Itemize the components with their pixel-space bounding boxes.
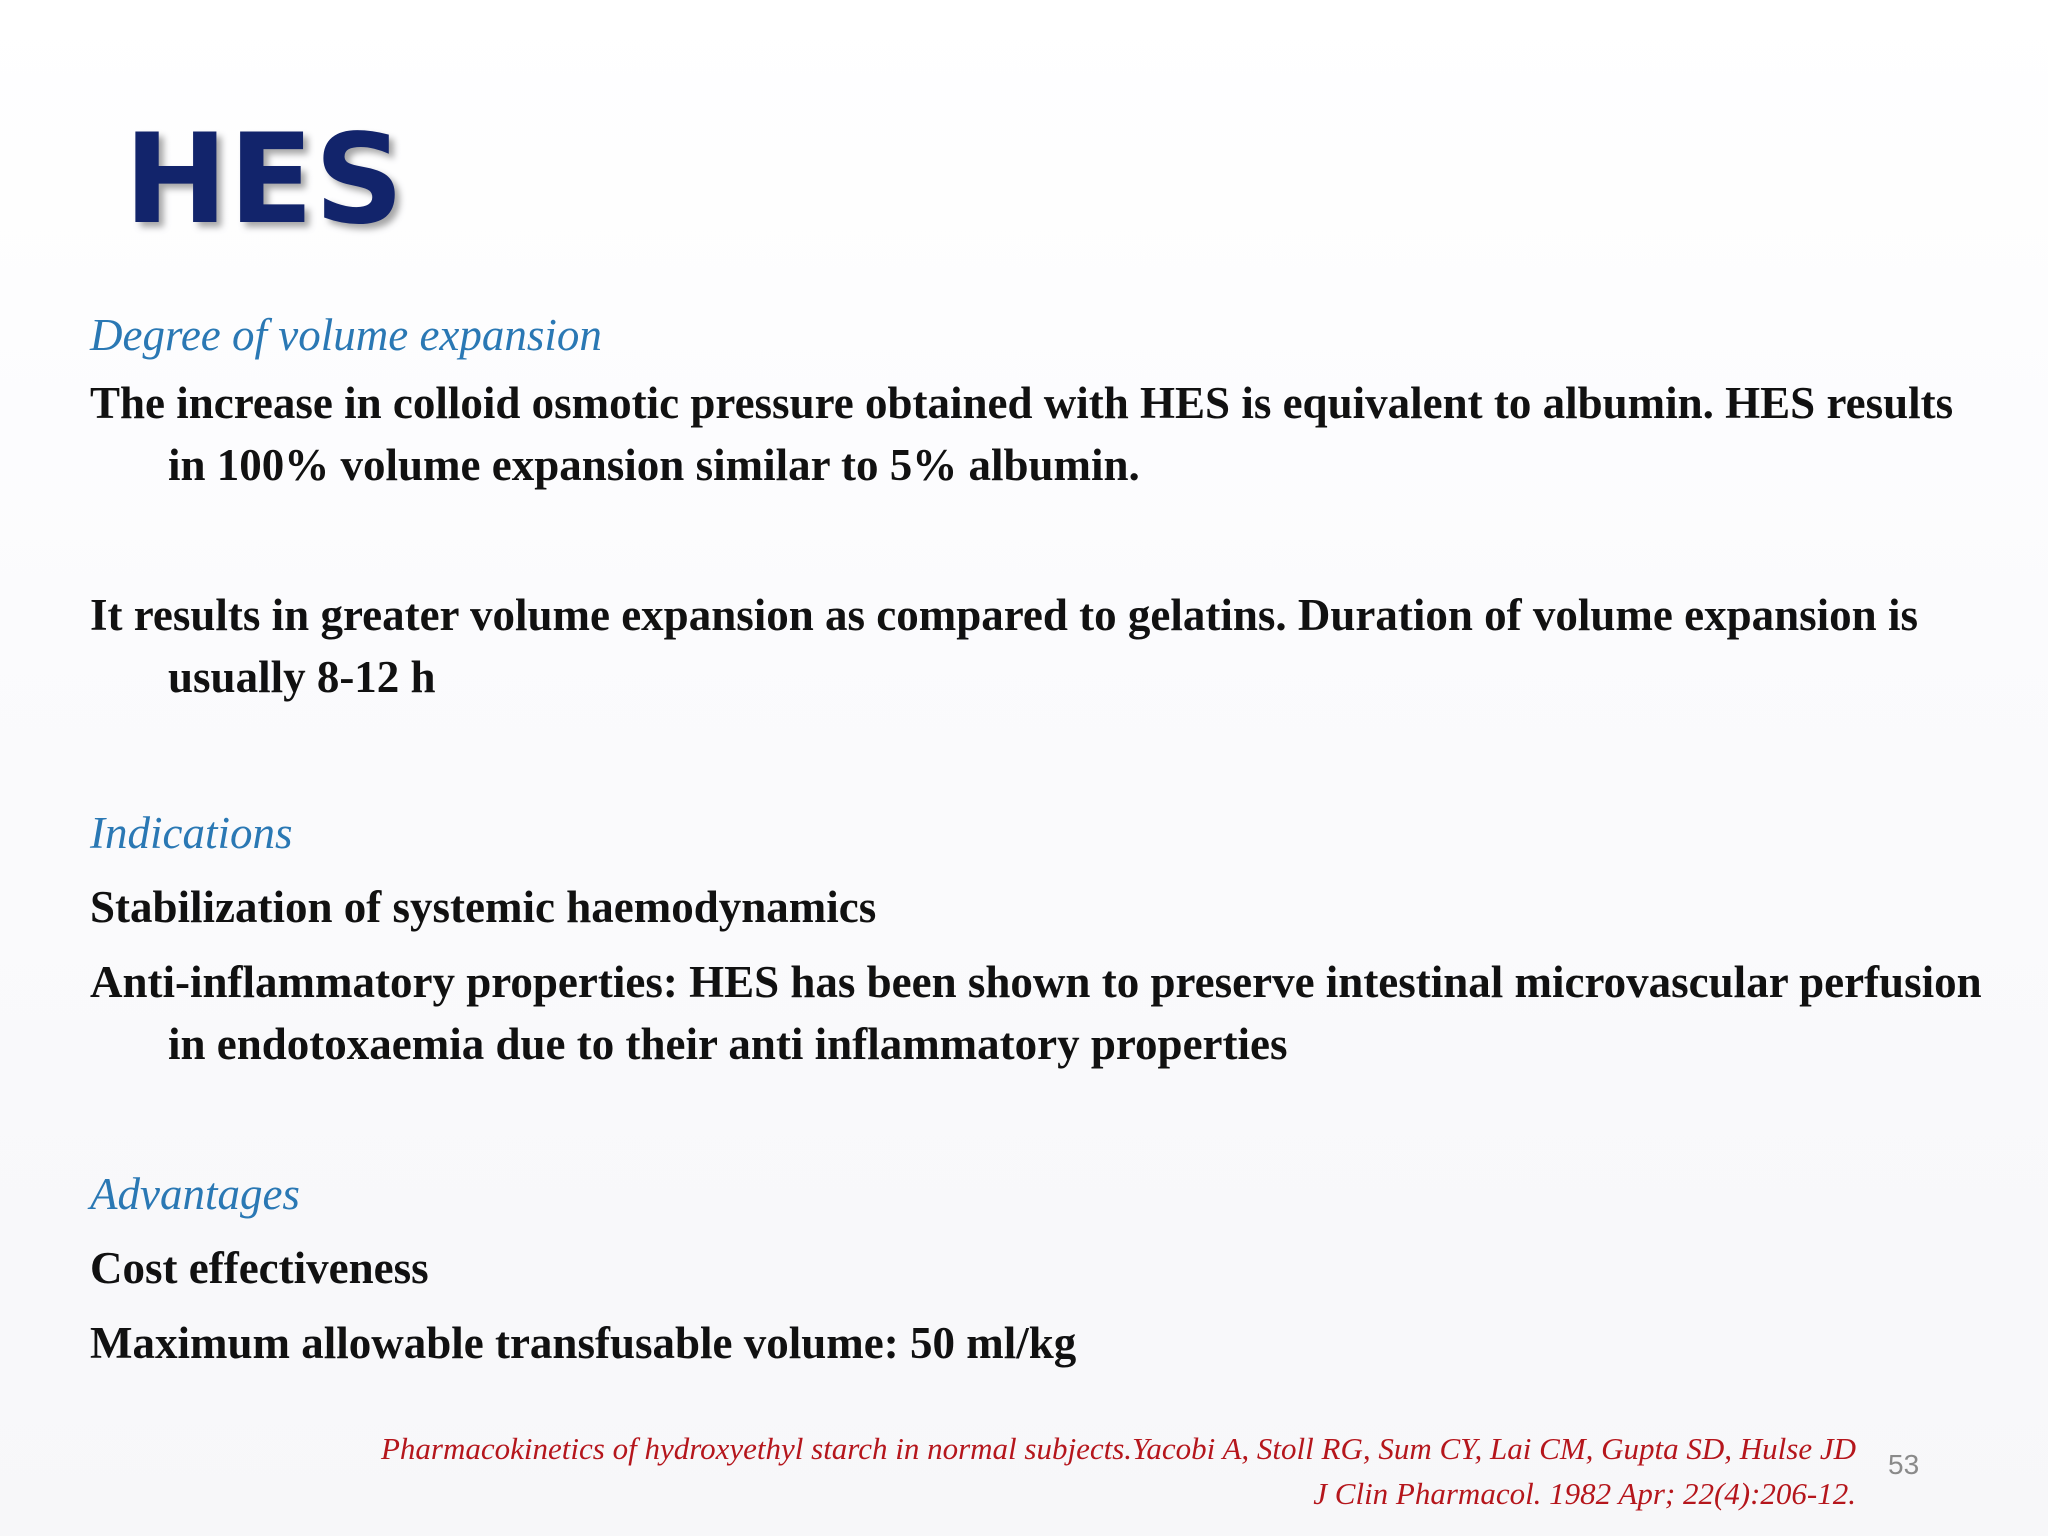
citation-line-2: J Clin Pharmacol. 1982 Apr; 22(4):206-12. [1313,1476,1856,1511]
page-number: 53 [1888,1449,1920,1480]
citation-line-1: Pharmacokinetics of hydroxyethyl starch in normal subjects.Yacobi A, Stoll RG, Sum CY, Lai CM, Gupta SD, Hulse JD [381,1431,1856,1466]
paragraph-colloid-osmotic-pressure: The increase in colloid osmotic pressure obtained with HES is equivalent to albumin. HES results in 100% volume expansion similar to 5% albumin. [90,378,1954,490]
citation [381,1426,1856,1516]
section-heading-advantages: Advantages [90,1169,300,1219]
paragraph-anti-inflammatory: Anti-inflammatory properties: HES has been shown to preserve intestinal microvascular perfusion in endotoxaemia due to their anti inflammatory properties [90,957,1982,1069]
slide-content [90,308,1990,1374]
paragraph-cost-effectiveness: Cost effectiveness [90,1243,429,1293]
paragraph-volume-expansion-duration: It results in greater volume expansion as compared to gelatins. Duration of volume expansion is usually 8-12 h [90,590,1918,702]
paragraph-haemodynamics: Stabilization of systemic haemodynamics [90,882,877,932]
section-heading-volume-expansion: Degree of volume expansion [90,310,602,360]
paragraph-max-volume: Maximum allowable transfusable volume: 50 ml/kg [90,1318,1077,1368]
section-heading-indications: Indications [90,808,293,858]
slide-title: HES [124,108,405,252]
